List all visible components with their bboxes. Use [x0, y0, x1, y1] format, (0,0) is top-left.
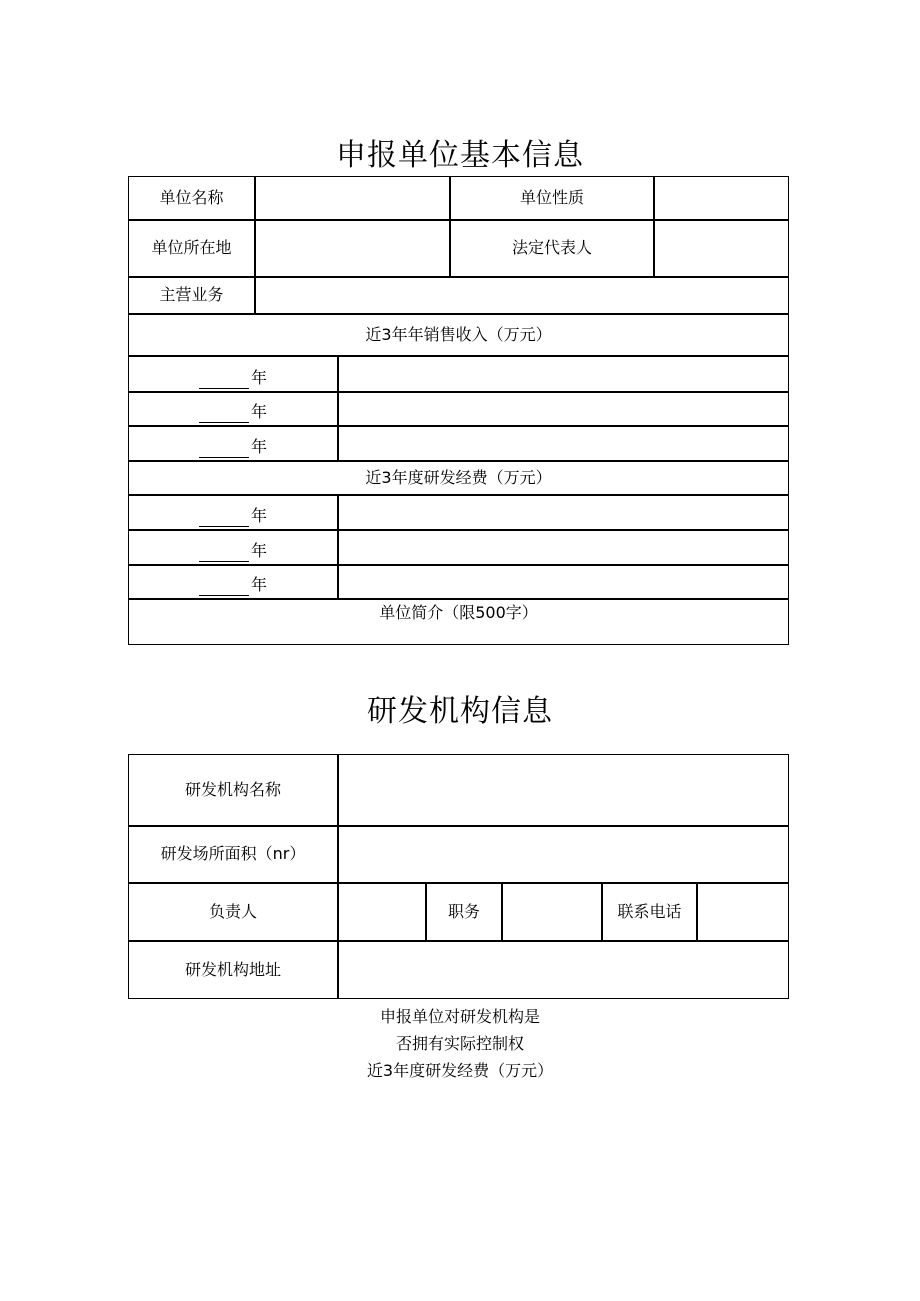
person-label: 负责人: [128, 883, 338, 941]
year-suffix: 年: [250, 575, 267, 595]
unit-location-field[interactable]: [255, 220, 450, 277]
rd-year-2-value[interactable]: [338, 530, 789, 565]
main-business-label: 主营业务: [128, 277, 255, 314]
rd-header: 近3年度研发经费（万元）: [128, 461, 789, 495]
control-question-line-1: 申报单位对研发机构是: [379, 1007, 540, 1026]
sales-year-3-label: [128, 426, 338, 461]
control-question-line-2: 否拥有实际控制权: [395, 1034, 524, 1053]
unit-nature-label: 单位性质: [450, 176, 654, 220]
year-suffix: 年: [250, 437, 267, 457]
rd-expense-note: 近3年度研发经费（万元）: [366, 1061, 554, 1080]
phone-field[interactable]: [697, 883, 789, 941]
address-field[interactable]: [338, 941, 789, 999]
org-name-field[interactable]: [338, 754, 789, 826]
year-suffix: 年: [250, 402, 267, 422]
sales-year-2-value[interactable]: [338, 392, 789, 426]
sales-header: 近3年年销售收入（万元）: [128, 314, 789, 356]
sales-year-3-value[interactable]: [338, 426, 789, 461]
area-field[interactable]: [338, 826, 789, 883]
unit-name-field[interactable]: [255, 176, 450, 220]
sales-year-1-value[interactable]: [338, 356, 789, 392]
section-title-basic-info: 申报单位基本信息: [336, 138, 584, 173]
phone-label: 联系电话: [602, 883, 697, 941]
year-blank[interactable]: [199, 406, 249, 423]
year-blank[interactable]: [199, 372, 249, 389]
rd-year-2-label: [128, 530, 338, 565]
legal-rep-label: 法定代表人: [450, 220, 654, 277]
year-blank[interactable]: [199, 441, 249, 458]
unit-intro-label: 单位简介（限500字）: [379, 603, 538, 622]
rd-year-3-value[interactable]: [338, 565, 789, 599]
position-field[interactable]: [502, 883, 602, 941]
sales-year-2-label: [128, 392, 338, 426]
address-label: 研发机构地址: [128, 941, 338, 999]
year-blank[interactable]: [199, 579, 249, 596]
unit-name-label: 单位名称: [128, 176, 255, 220]
year-suffix: 年: [250, 541, 267, 561]
rd-year-3-label: [128, 565, 338, 599]
legal-rep-field[interactable]: [654, 220, 789, 277]
unit-intro-field[interactable]: [128, 599, 789, 645]
rd-year-1-label: [128, 495, 338, 530]
sales-year-1-label: [128, 356, 338, 392]
rd-year-1-value[interactable]: [338, 495, 789, 530]
year-suffix: 年: [250, 368, 267, 388]
unit-location-label: 单位所在地: [128, 220, 255, 277]
person-field[interactable]: [338, 883, 426, 941]
area-label: 研发场所面积（nr）: [128, 826, 338, 883]
position-label: 职务: [426, 883, 502, 941]
year-blank[interactable]: [199, 510, 249, 527]
main-business-field[interactable]: [255, 277, 789, 314]
section-title-rd-org: 研发机构信息: [367, 694, 553, 729]
year-suffix: 年: [250, 506, 267, 526]
unit-nature-field[interactable]: [654, 176, 789, 220]
org-name-label: 研发机构名称: [128, 754, 338, 826]
year-blank[interactable]: [199, 545, 249, 562]
